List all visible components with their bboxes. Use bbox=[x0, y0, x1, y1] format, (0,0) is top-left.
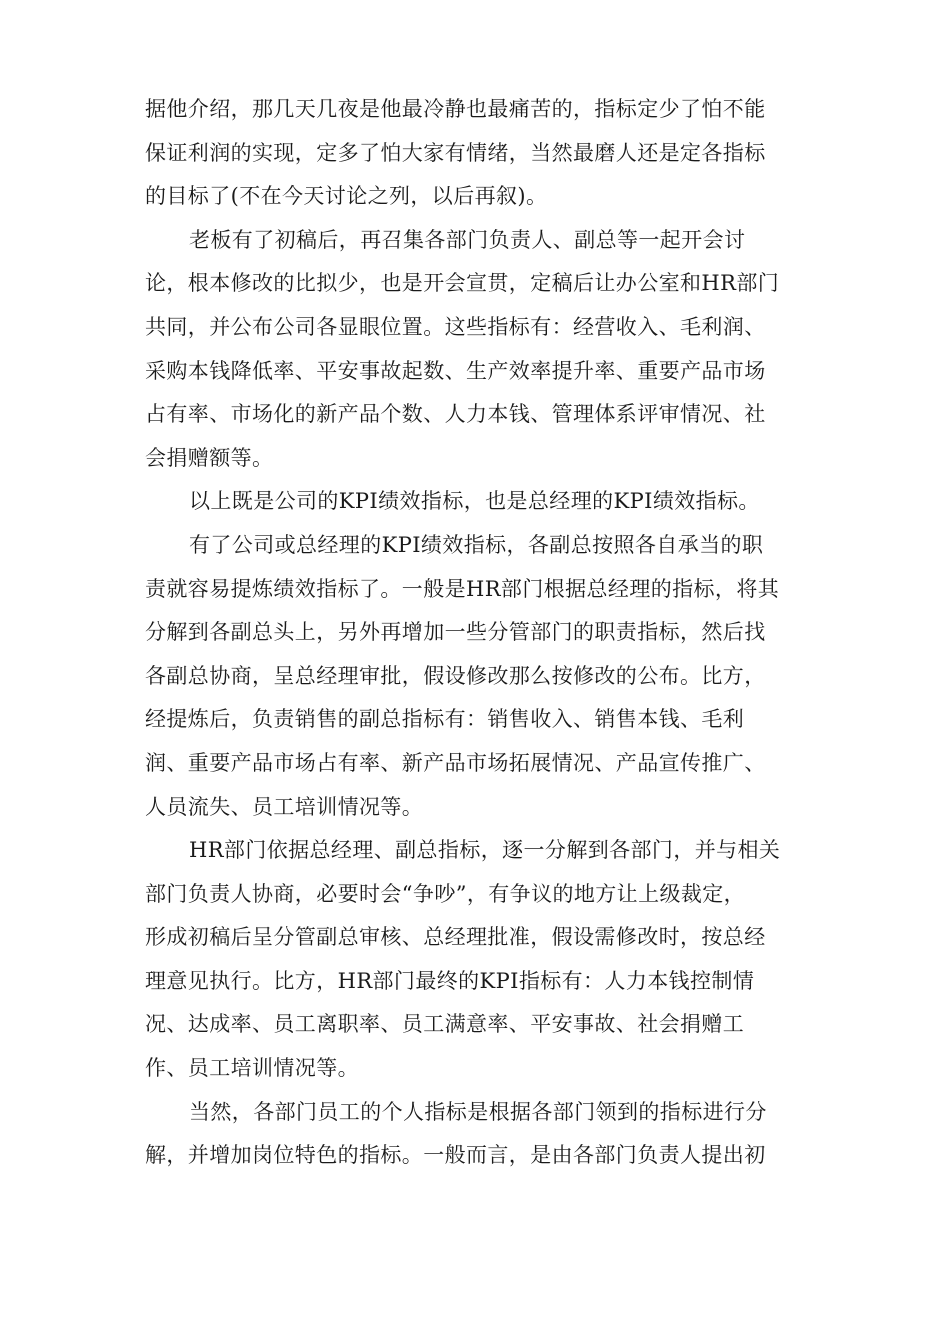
text-line: 经提炼后，负责销售的副总指标有：销售收入、销售本钱、毛利 bbox=[145, 707, 745, 732]
text-line: 会捐赠额等。 bbox=[145, 445, 274, 470]
text-line: 有了公司或总经理的KPI绩效指标，各副总按照各自承当的职 bbox=[189, 532, 764, 557]
text-line: 共同，并公布公司各显眼位置。这些指标有：经营收入、毛利润、 bbox=[145, 314, 766, 339]
text-line: 的目标了(不在今天讨论之列，以后再叙)。 bbox=[145, 184, 548, 209]
text-line: 论，根本修改的比拟少，也是开会宣贯，定稿后让办公室和HR部门 bbox=[145, 271, 780, 296]
text-line: 采购本钱降低率、平安事故起数、生产效率提升率、重要产品市场 bbox=[145, 358, 766, 383]
text-line: 润、重要产品市场占有率、新产品市场拓展情况、产品宣传推广、 bbox=[145, 750, 766, 775]
text-line: 当然，各部门员工的个人指标是根据各部门领到的指标进行分 bbox=[189, 1099, 767, 1124]
text-line: 责就容易提炼绩效指标了。一般是HR部门根据总经理的指标，将其 bbox=[145, 576, 780, 601]
text-line: 部门负责人协商，必要时会“争吵”，有争议的地方让上级裁定， bbox=[145, 881, 746, 906]
text-line: 老板有了初稿后，再召集各部门负责人、副总等一起开会讨 bbox=[189, 227, 746, 252]
text-line: 作、员工培训情况等。 bbox=[145, 1056, 359, 1081]
text-line: 解，并增加岗位特色的指标。一般而言，是由各部门负责人提出初 bbox=[145, 1143, 766, 1168]
document-body bbox=[145, 88, 805, 1178]
text-line: 保证利润的实现，定多了怕大家有情绪，当然最磨人还是定各指标 bbox=[145, 140, 766, 165]
text-line: 人员流失、员工培训情况等。 bbox=[145, 794, 424, 819]
text-line: 形成初稿后呈分管副总审核、总经理批准，假设需修改时，按总经 bbox=[145, 925, 766, 950]
text-line: 理意见执行。比方，HR部门最终的KPI指标有：人力本钱控制情 bbox=[145, 968, 755, 993]
text-line: 分解到各副总头上，另外再增加一些分管部门的职责指标，然后找 bbox=[145, 620, 766, 645]
text-line: 占有率、市场化的新产品个数、人力本钱、管理体系评审情况、社 bbox=[145, 402, 766, 427]
text-line: 据他介绍，那几天几夜是他最冷静也最痛苦的，指标定少了怕不能 bbox=[145, 97, 766, 121]
text-line: HR部门依据总经理、副总指标，逐一分解到各部门，并与相关 bbox=[189, 838, 781, 863]
text-line: 以上既是公司的KPI绩效指标，也是总经理的KPI绩效指标。 bbox=[189, 489, 760, 514]
text-line: 况、达成率、员工离职率、员工满意率、平安事故、社会捐赠工 bbox=[145, 1012, 745, 1037]
text-line: 各副总协商，呈总经理审批，假设修改那么按修改的公布。比方， bbox=[145, 663, 766, 688]
